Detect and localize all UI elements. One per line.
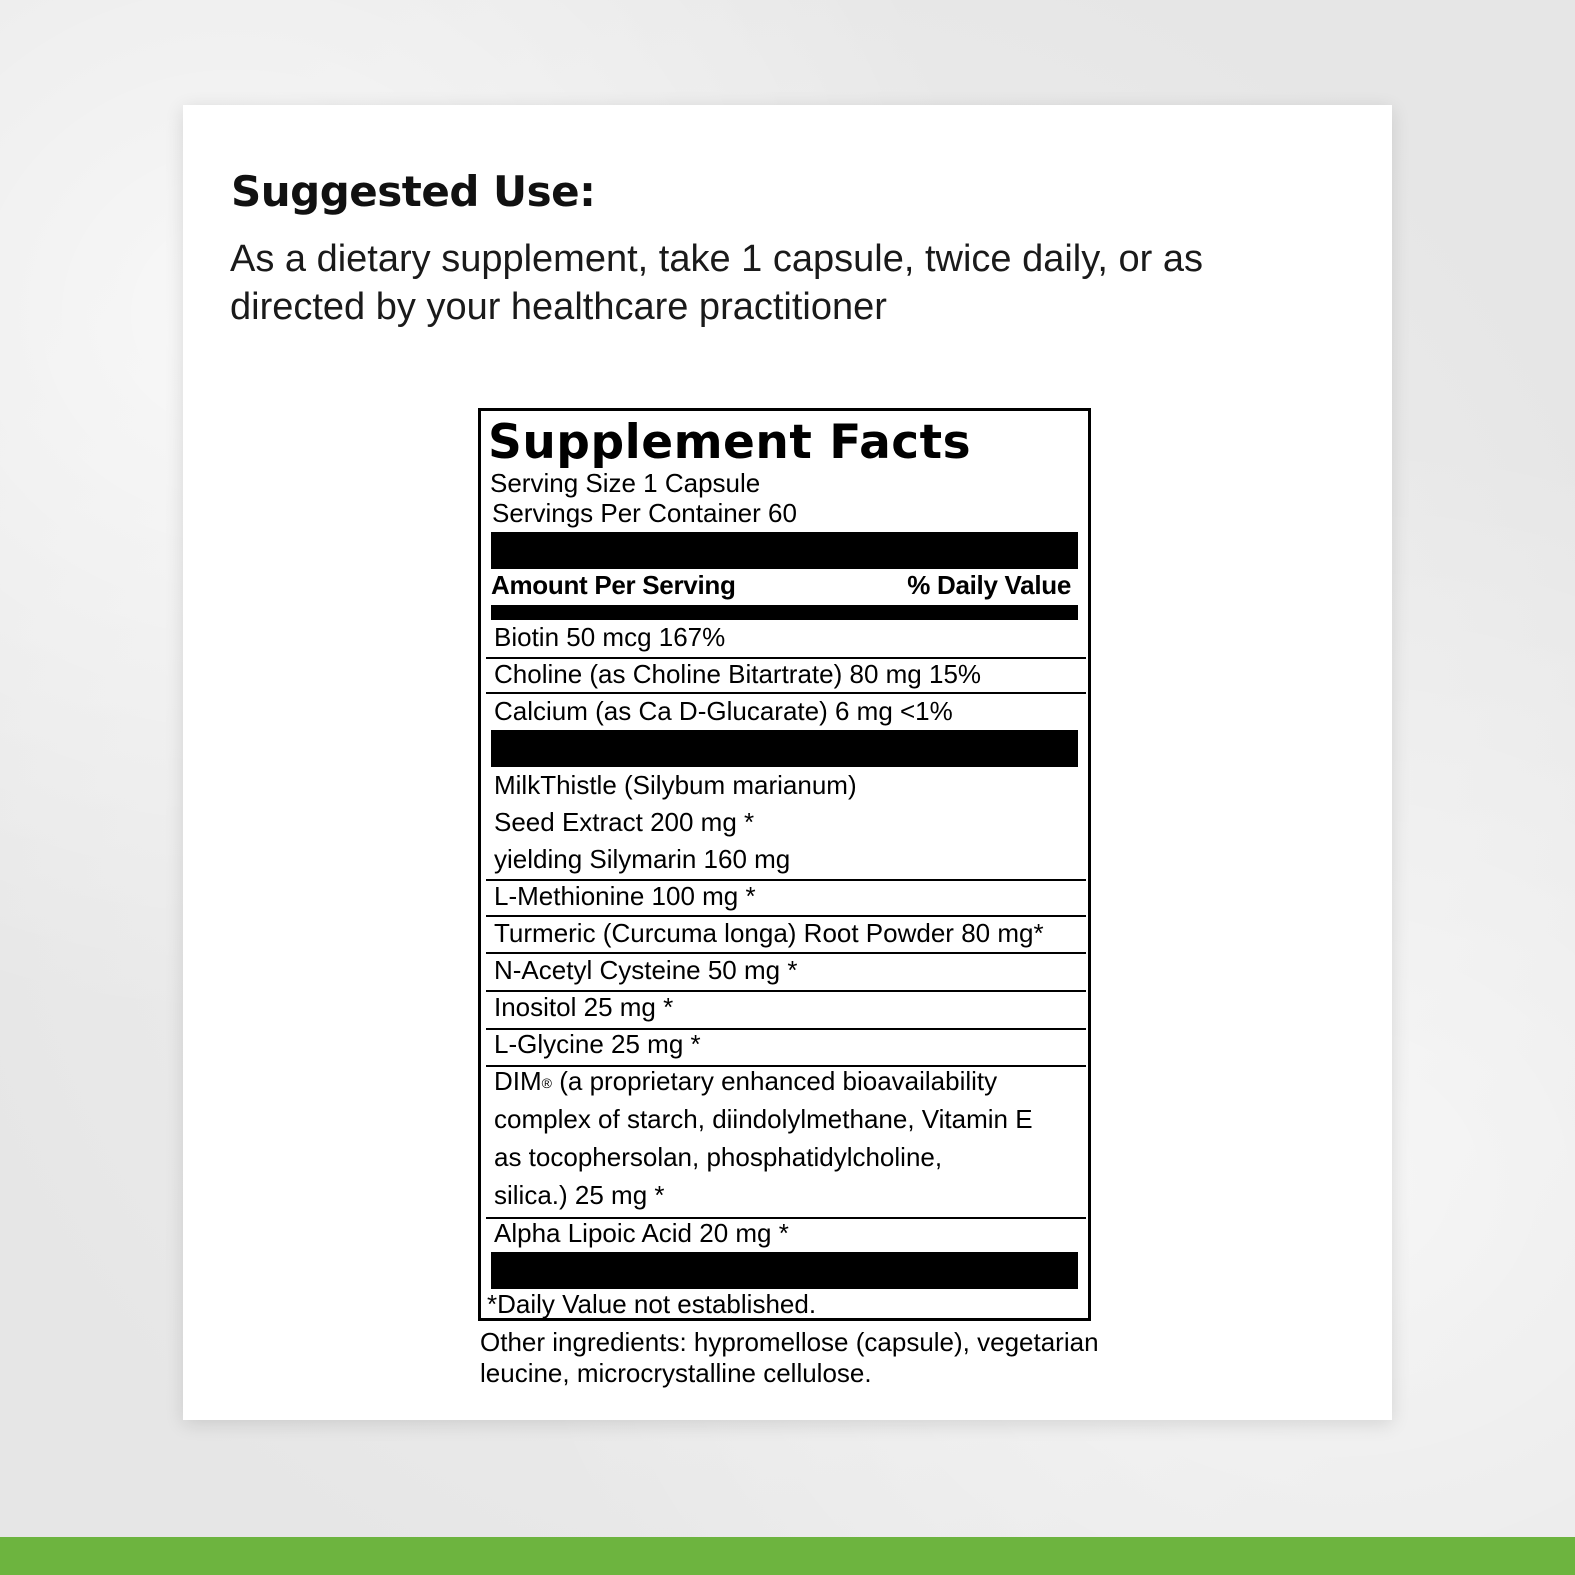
ingredient-milk-thistle-line2: Seed Extract 200 mg * xyxy=(494,807,755,837)
dim-name: DIM xyxy=(494,1066,542,1096)
suggested-use-heading: Suggested Use: xyxy=(231,167,596,216)
ingredient-row-glycine: L-Glycine 25 mg * xyxy=(494,1029,701,1059)
thick-divider-bar xyxy=(491,532,1078,569)
ingredient-row-inositol: Inositol 25 mg * xyxy=(494,992,674,1022)
supplement-facts-panel xyxy=(478,408,1091,1321)
thick-divider-bar xyxy=(491,1252,1078,1289)
serving-size: Serving Size 1 Capsule xyxy=(490,468,761,498)
ingredient-row-nac: N-Acetyl Cysteine 50 mg * xyxy=(494,955,798,985)
other-ingredients-line2: leucine, microcrystalline cellulose. xyxy=(480,1358,872,1388)
ingredient-dim-line2: complex of starch, diindolylmethane, Vitamin E xyxy=(494,1104,1033,1134)
ingredient-dim-line1 xyxy=(494,1063,997,1100)
ingredient-dim-line4: silica.) 25 mg * xyxy=(494,1180,665,1210)
suggested-use-text: As a dietary supplement, take 1 capsule, twice daily, or as directed by your healthcare practitioner xyxy=(230,238,1204,328)
daily-value-label: % Daily Value xyxy=(907,570,1071,600)
ingredient-row-turmeric: Turmeric (Curcuma longa) Root Powder 80 mg* xyxy=(494,918,1044,948)
brand-accent-band xyxy=(0,1537,1575,1575)
thick-divider-bar xyxy=(491,730,1078,767)
ingredient-dim-line3: as tocophersolan, phosphatidylcholine, xyxy=(494,1142,943,1172)
ingredient-milk-thistle-line1: MilkThistle (Silybum marianum) xyxy=(494,770,857,800)
daily-value-footnote: *Daily Value not established. xyxy=(487,1289,817,1319)
registered-mark: ® xyxy=(541,1075,552,1091)
servings-per-container: Servings Per Container 60 xyxy=(492,498,797,528)
ingredient-row-alpha-lipoic: Alpha Lipoic Acid 20 mg * xyxy=(494,1218,789,1248)
nutrient-row-choline: Choline (as Choline Bitartrate) 80 mg 15% xyxy=(494,659,982,689)
thick-divider-bar xyxy=(491,605,1078,620)
nutrient-row-biotin: Biotin 50 mcg 167% xyxy=(494,622,726,652)
supplement-facts-title: Supplement Facts xyxy=(488,415,972,470)
dim-description: (a proprietary enhanced bioavailability xyxy=(552,1066,998,1096)
other-ingredients xyxy=(480,1327,1180,1389)
other-ingredients-line1: Other ingredients: hypromellose (capsule), vegetarian xyxy=(480,1327,1099,1357)
ingredient-row-methionine: L-Methionine 100 mg * xyxy=(494,881,756,911)
ingredient-milk-thistle-line3: yielding Silymarin 160 mg xyxy=(494,844,791,874)
product-info-card xyxy=(183,105,1392,1420)
amount-per-serving-label: Amount Per Serving xyxy=(491,570,736,600)
nutrient-row-calcium: Calcium (as Ca D-Glucarate) 6 mg <1% xyxy=(494,696,953,726)
